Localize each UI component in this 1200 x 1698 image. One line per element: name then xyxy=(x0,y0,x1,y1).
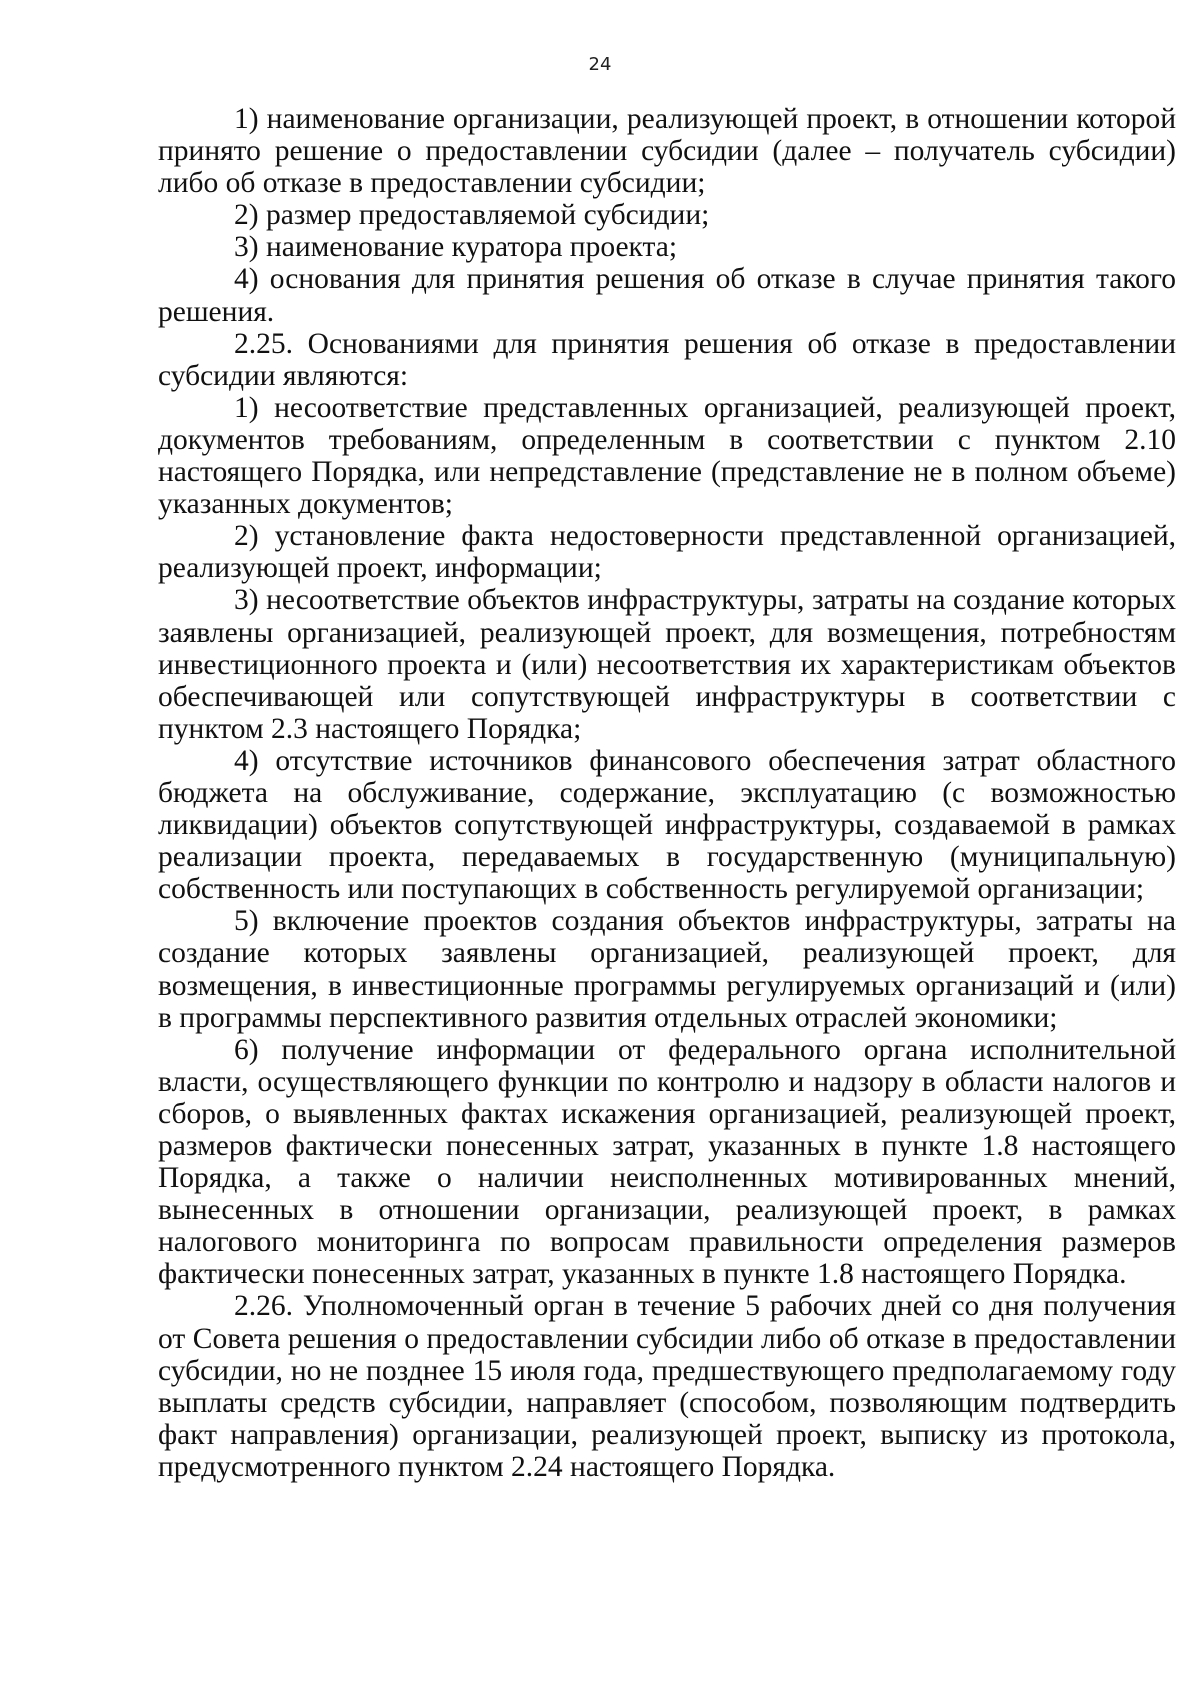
paragraph-item-2-subsidy-amount: 2) размер предоставляемой субсидии; xyxy=(234,199,710,232)
paragraph-clause-2-26: 2.26. Уполномоченный орган в течение 5 рабочих дней со дня получения от Совета решения о предоставлении субсидии либо об отказе в предоставлении субсидии, но не позднее 15 июля года, предшествующего предполагаемому году выплаты средств субсидии, направляет (способом, позволяющим подтвердить факт направления) организации, реализующей проект, выписку из протокола, предусмотренного пунктом 2.24 настоящего Порядка. xyxy=(158,1290,1176,1483)
paragraph-ground-5: 5) включение проектов создания объектов инфраструктуры, затраты на создание которых заявлены организацией, реализующей проект, для возмещения, в инвестиционные программы регулируемых организаций и (или) в программы перспективного развития отдельных отраслей экономики; xyxy=(158,905,1176,1034)
paragraph-ground-6: 6) получение информации от федерального органа исполнительной власти, осуществляющего функции по контролю и надзору в области налогов и сборов, о выявленных фактах искажения организацией, реализующей проект, размеров фактически понесенных затрат, указанных в пункте 1.8 настоящего Порядка, а также о наличии неисполненных мотивированных мнений, вынесенных в отношении организации, реализующей проект, в рамках налогового мониторинга по вопросам правильности определения размеров фактически понесенных затрат, указанных в пункте 1.8 настоящего Порядка. xyxy=(158,1033,1176,1291)
paragraph-item-4-refusal-grounds: 4) основания для принятия решения об отказе в случае принятия такого решения. xyxy=(158,263,1176,328)
paragraph-item-3-curator-name: 3) наименование куратора проекта; xyxy=(234,231,678,264)
page-number: 24 xyxy=(588,54,612,75)
paragraph-ground-3: 3) несоответствие объектов инфраструктуры, затраты на создание которых заявлены организацией, реализующей проект, для возмещения, потребностям инвестиционного проекта и (или) несоответствия их характеристикам объектов обеспечивающей или сопутствующей инфраструктуры в соответствии с пунктом 2.3 настоящего Порядка; xyxy=(158,584,1176,745)
paragraph-clause-2-25: 2.25. Основаниями для принятия решения об отказе в предоставлении субсидии являются: xyxy=(158,327,1176,392)
paragraph-ground-4: 4) отсутствие источников финансового обеспечения затрат областного бюджета на обслуживание, содержание, эксплуатацию (с возможностью ликвидации) объектов сопутствующей инфраструктуры, создаваемой в рамках реализации проекта, передаваемых в государственную (муниципальную) собственность или поступающих в собственность регулируемой организации; xyxy=(158,744,1176,906)
document-body xyxy=(158,103,1176,1483)
paragraph-item-1-recipient-name: 1) наименование организации, реализующей проект, в отношении которой принято решение о предоставлении субсидии (далее – получатель субсидии) либо об отказе в предоставлении субсидии; xyxy=(158,103,1176,200)
paragraph-ground-2: 2) установление факта недостоверности представленной организацией, реализующей проект, информации; xyxy=(158,520,1176,585)
paragraph-ground-1: 1) несоответствие представленных организацией, реализующей проект, документов требованиям, определенным в соответствии с пунктом 2.10 настоящего Порядка, или непредставление (представление не в полном объеме) указанных документов; xyxy=(158,391,1176,521)
